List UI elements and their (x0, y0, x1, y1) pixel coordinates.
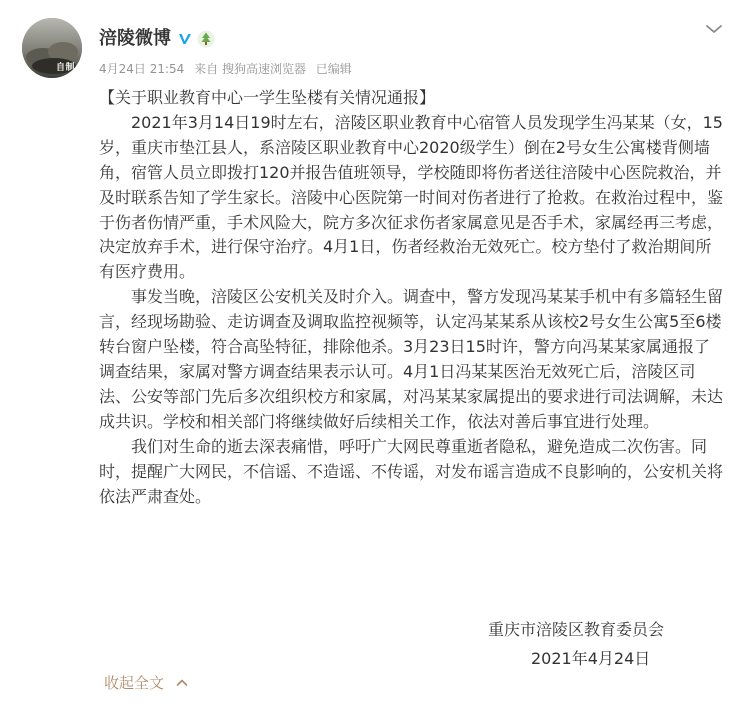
avatar[interactable] (22, 18, 82, 78)
post-meta (99, 60, 358, 78)
edited-label: 已编辑 (315, 62, 352, 76)
collapse-label: 收起全文 (104, 674, 165, 692)
post-source: 来自 搜狗高速浏览器 (194, 62, 306, 76)
verified-v-icon (177, 31, 193, 47)
post-body (99, 86, 724, 509)
paragraph: 我们对生命的逝去深表痛惜，呼吁广大网民尊重逝者隐私，避免造成二次伤害。同时，提醒广大网民，不信谣、不造谣、不传谣，对发布谣言造成不良影响的，公安机关将依法严肃查处。 (99, 436, 724, 506)
paragraph: 2021年3月14日19时左右，涪陵区职业教育中心宿管人员发现学生冯某某（女，15岁，重庆市垫江县人，系涪陵区职业教育中心2020级学生）倒在2号女生公寓楼背侧墙角，宿管人员立即拨打120并报告值班领导，学校随即将伤者送往涪陵中心医院救治，并及时联系告知了学生家长。涪陵中心医院第一时间对伤者进行了抢救。在救治过程中，鉴于伤者伤情严重，手术风险大，院方多次征求伤者家属意见是否手术，家属经再三考虑，决定放弃手术，进行保守治疗。4月1日，伤者经救治无效死亡。校方垫付了救治期间所有医疗费用。 (99, 112, 724, 282)
post-title: 【关于职业教育中心一学生坠楼有关情况通报】 (99, 88, 436, 107)
signature-org: 重庆市涪陵区教育委员会 (488, 620, 665, 639)
paragraph: 事发当晚，涪陵区公安机关及时介入。调查中，警方发现冯某某手机中有多篇轻生留言，经现场勘验、走访调查及调取监控视频等，认定冯某某系从该校2号女生公寓5至6楼转台窗户坠楼，符合高坠特征，排除他杀。3月23日15时许，警方向冯某某家属通报了调查结果，家属对警方调查结果表示认可。4月1日冯某某医治无效死亡后，涪陵区司法、公安等部门先后多次组织校方和家属，对冯某某家属提出的要求进行司法调解，未达成共识。学校和相关部门将继续做好后续相关工作，依法对善后事宜进行处理。 (99, 287, 724, 431)
signature-date: 2021年4月24日 (531, 649, 651, 668)
chevron-down-icon[interactable] (704, 22, 724, 36)
avatar-tag: 自制 (55, 63, 75, 73)
chevron-up-icon (176, 678, 188, 688)
post-header (99, 27, 215, 51)
tree-badge-icon (197, 30, 215, 48)
post-time[interactable]: 4月24日 21:54 (99, 62, 185, 76)
collapse-button[interactable] (104, 672, 188, 694)
author-name[interactable]: 涪陵微博 (99, 28, 171, 49)
